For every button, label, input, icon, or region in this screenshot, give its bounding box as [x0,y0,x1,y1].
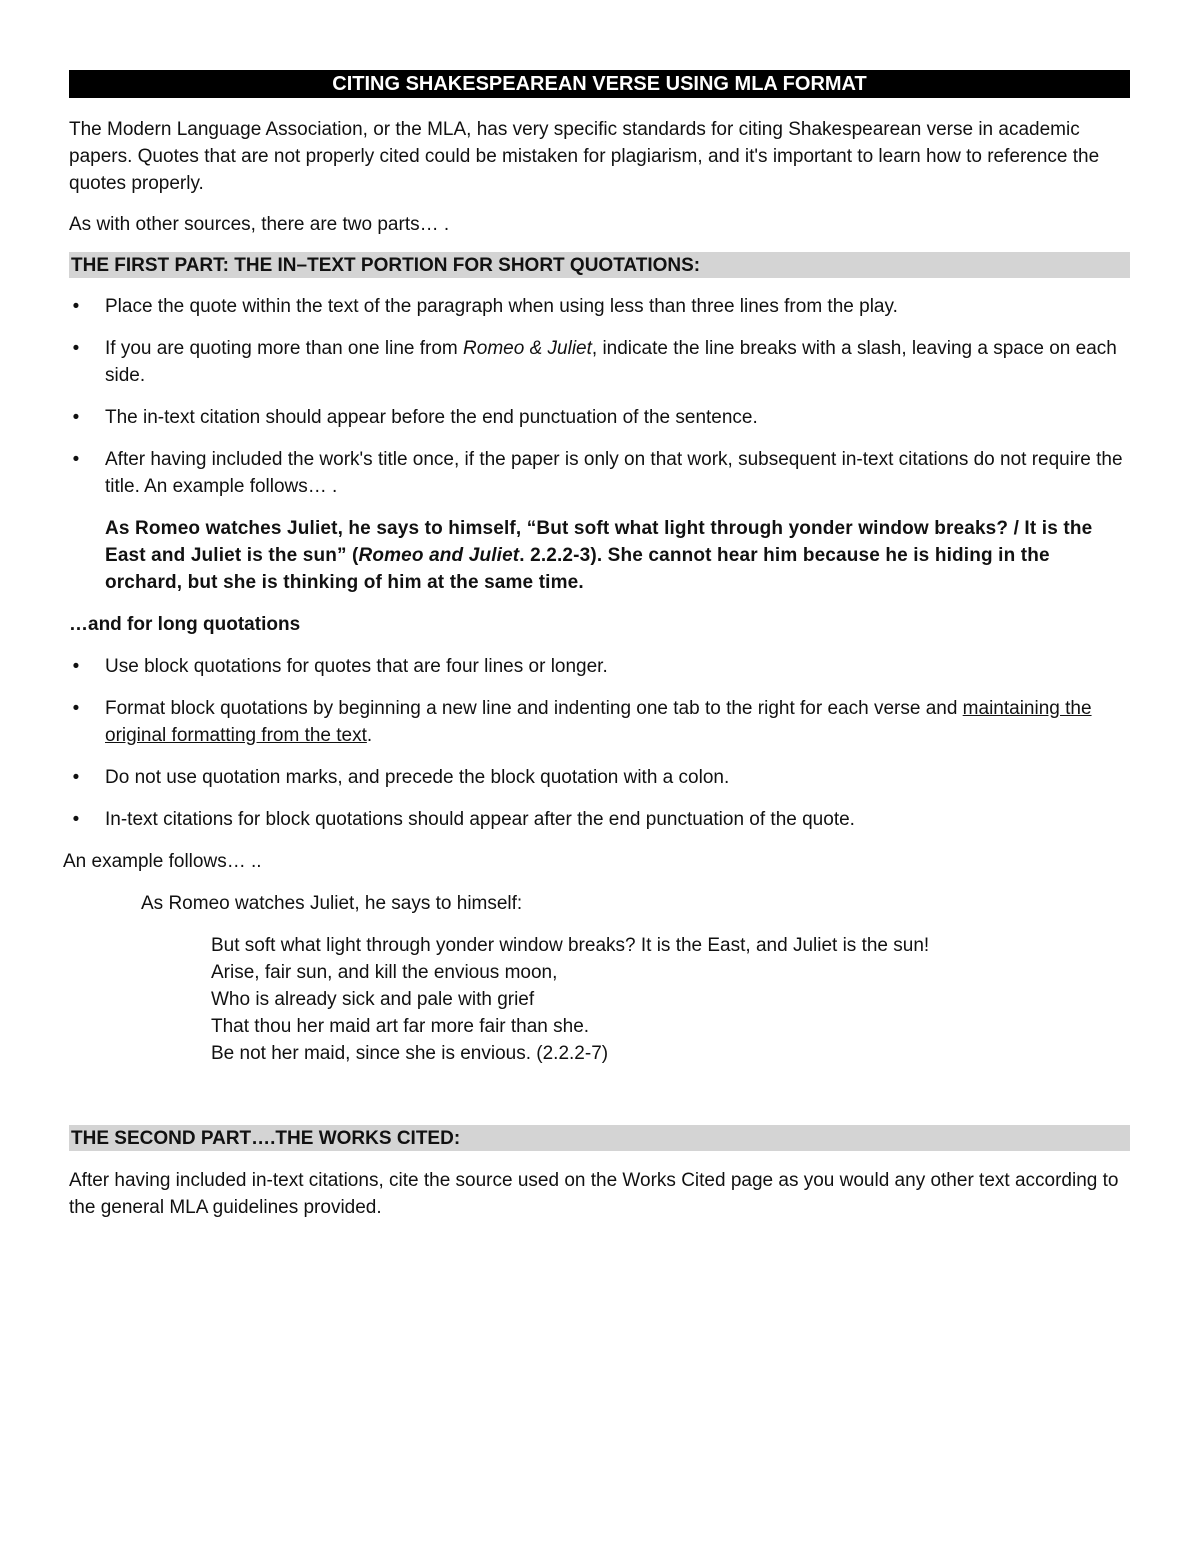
verse-line: Be not her maid, since she is envious. (2.2.2-7) [211,1043,609,1064]
section-heading-second-part: THE SECOND PART….THE WORKS CITED: [69,1125,1130,1151]
document-title: CITING SHAKESPEAREAN VERSE USING MLA FORMAT [69,70,1130,98]
bullet-icon: • [72,338,80,359]
bullet-icon: • [72,407,80,428]
bullet-icon: • [72,449,80,470]
verse-line: That thou her maid art far more fair than she. [211,1016,590,1037]
list-item [69,764,1130,791]
section-heading-first-part: THE FIRST PART: THE IN–TEXT PORTION FOR SHORT QUOTATIONS: [69,252,1130,278]
block-quotation [211,932,1130,1067]
list-item [69,293,1130,320]
verse-line: But soft what light through yonder window breaks? It is the East, and Juliet is the sun! [211,935,930,956]
list-item [69,335,1130,389]
bullet-icon: • [72,296,80,317]
list-item-text: In-text citations for block quotations should appear after the end punctuation of the quote. [105,809,855,830]
block-quote-intro: As Romeo watches Juliet, he says to himself: [141,893,523,914]
short-quotation-example [105,515,1130,596]
play-title: Romeo & Juliet [463,338,592,359]
list-item-text: After having included the work's title once, if the paper is only on that work, subsequent in-text citations do not require the title. An example follows… . [105,449,1123,497]
document-page [63,70,1130,1221]
bullet-icon: • [72,656,80,677]
example-text: As Romeo watches Juliet, he says to himself, “But soft what light through yonder window breaks? / It is the East and Juliet is the sun” ( [105,518,1093,566]
works-cited-paragraph: After having included in-text citations, cite the source used on the Works Cited page as you would any other text according to the general MLA guidelines provided. [69,1170,1119,1218]
list-item [69,653,1130,680]
list-item-text: Use block quotations for quotes that are four lines or longer. [105,656,608,677]
long-quotations-heading: …and for long quotations [69,614,301,635]
underlined-text: maintaining the original formatting from the text [105,698,1092,746]
list-item-text: . [366,725,373,746]
list-item-text: The in-text citation should appear before the end punctuation of the sentence. [105,407,758,428]
short-quotation-rules-list [69,293,1130,500]
list-item-text: Place the quote within the text of the paragraph when using less than three lines from the play. [105,296,898,317]
bullet-icon: • [72,698,80,719]
intro-paragraph: The Modern Language Association, or the MLA, has very specific standards for citing Shakespearean verse in academic papers. Quotes that are not properly cited could be mistaken for plagiarism, and it's important to learn how to reference the quotes properly. [69,119,1100,194]
long-quotation-rules-list [69,653,1130,833]
example-play-title: Romeo and Juliet [358,545,520,566]
list-item-text: Do not use quotation marks, and precede the block quotation with a colon. [105,767,730,788]
two-parts-paragraph: As with other sources, there are two parts… . [69,214,450,235]
bullet-icon: • [72,767,80,788]
verse-line: Who is already sick and pale with grief [211,989,535,1010]
example-text: . 2.2.2-3). She cannot hear him because he is hiding in the orchard, but she is thinking of him at the same time. [105,545,1050,593]
list-item [69,404,1130,431]
list-item [69,695,1130,749]
list-item [69,446,1130,500]
verse-line: Arise, fair sun, and kill the envious moon, [211,962,558,983]
list-item [69,806,1130,833]
list-item-text: , indicate the line breaks with a slash, leaving a space on each side. [105,338,1117,386]
bullet-icon: • [72,809,80,830]
example-follows-text: An example follows… .. [63,851,262,872]
list-item-text: If you are quoting more than one line from [105,338,464,359]
list-item-text: Format block quotations by beginning a new line and indenting one tab to the right for each verse and [105,698,963,719]
